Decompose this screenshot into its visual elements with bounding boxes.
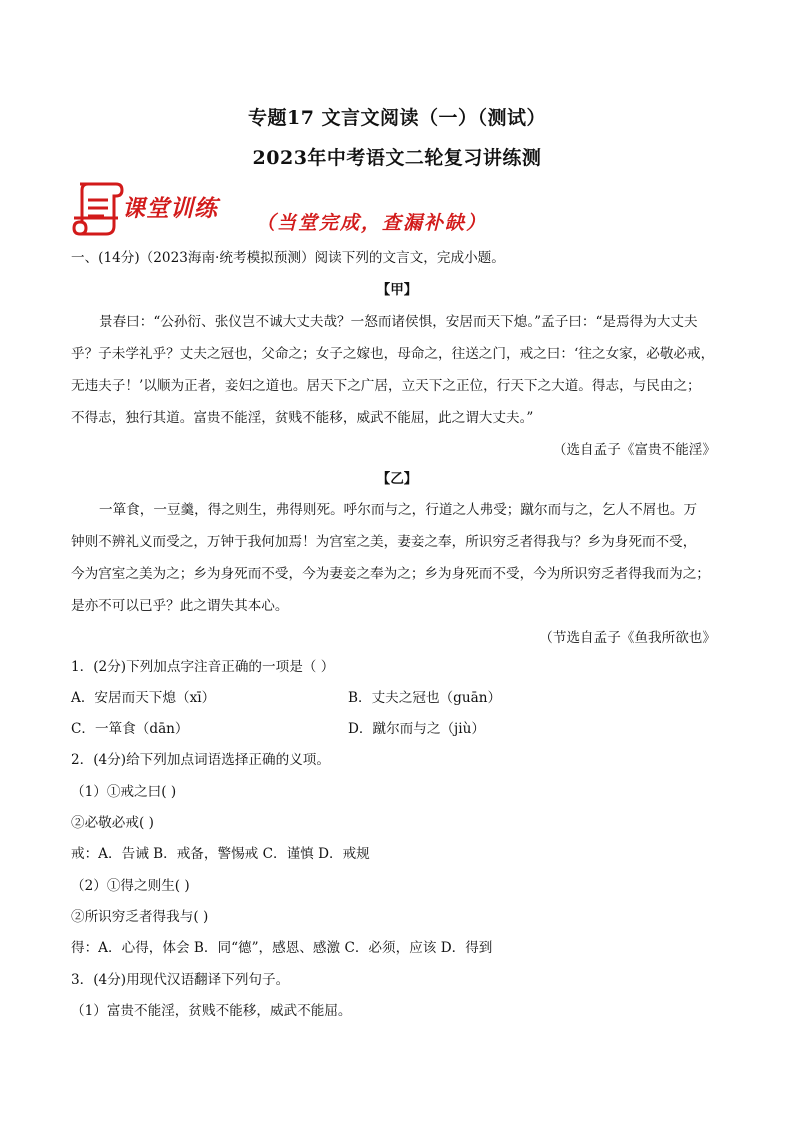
question-1-stem: 1．(2分)下列加点字注音正确的一项是（ ） <box>71 659 335 675</box>
passage-a-source: （选自孟子《富贵不能淫》 <box>552 442 716 458</box>
question-2-item: （2）①得之则生( ) <box>71 878 190 894</box>
section-banner <box>70 178 540 244</box>
passage-a-line: 景春曰：“公孙衍、张仪岂不诚大丈夫哉？一怒而诸侯惧，安居而天下熄。”孟子曰：“是焉得为大丈夫 <box>99 314 698 330</box>
question-3-item: （1）富贵不能淫，贫贱不能移，威武不能屈。 <box>71 1003 352 1019</box>
passage-b-line: 一箪食，一豆羹，得之则生，弗得则死。呼尔而与之，行道之人弗受；蹴尔而与之，乞人不屑也。万 <box>99 502 698 518</box>
passage-b-line: 今为宫室之美为之；乡为身死而不受，今为妻妾之奉为之；乡为身死而不受，今为所识穷乏者得我而为之； <box>71 566 710 582</box>
passage-b-line: 是亦不可以已乎？此之谓失其本心。 <box>71 598 289 614</box>
question-1-option-b: B．丈夫之冠也（guān） <box>348 690 502 706</box>
question-2-options: 得：A．心得，体会 B．同“德”，感恩、感激 C．必须，应该 D．得到 <box>71 940 493 956</box>
question-1-option-a: A．安居而天下熄（xī） <box>71 690 216 706</box>
passage-a-line: 乎？子未学礼乎？丈夫之冠也，父命之；女子之嫁也，母命之，往送之门，戒之曰：‘往之女家，必敬必戒， <box>71 346 715 362</box>
passage-b-line: 钟则不辨礼义而受之，万钟于我何加焉！为宫室之美，妻妾之奉，所识穷乏者得我与？乡为身死而不受， <box>71 534 697 550</box>
question-2-item: ②所识穷乏者得我与( ) <box>71 909 209 925</box>
question-2-stem: 2．(4分)给下列加点词语选择正确的义项。 <box>71 752 330 768</box>
question-3-stem: 3．(4分)用现代汉语翻译下列句子。 <box>71 972 290 988</box>
question-1-option-c: C．一箪食（dān） <box>71 721 189 737</box>
banner-label: 课堂训练 <box>122 196 218 222</box>
question-1-option-d: D．蹴尔而与之（jiù） <box>348 721 485 737</box>
document-title: 专题17 文言文阅读（一）（测试） <box>247 107 547 129</box>
passage-a-line: 无违夫子！’以顺为正者，妾妇之道也。居天下之广居，立天下之正位，行天下之大道。得志，与民由之； <box>71 378 701 394</box>
passage-b-label: 【乙】 <box>376 471 418 487</box>
question-2-options: 戒：A．告诫 B．戒备，警惕戒 C．谨慎 D．戒规 <box>71 846 370 862</box>
document-subtitle: 2023年中考语文二轮复习讲练测 <box>252 147 542 169</box>
question-2-item: （1）①戒之曰( ) <box>71 784 177 800</box>
question-intro: 一、(14分)（2023海南·统考模拟预测）阅读下列的文言文，完成小题。 <box>71 250 505 266</box>
passage-b-source: （节选自孟子《鱼我所欲也》 <box>539 630 716 646</box>
passage-a-line: 不得志，独行其道。富贵不能淫，贫贱不能移，威武不能屈，此之谓大丈夫。” <box>71 410 534 426</box>
question-2-item: ②必敬必戒( ) <box>71 815 154 831</box>
passage-a-label: 【甲】 <box>376 282 418 298</box>
scroll-icon <box>70 178 126 238</box>
banner-subtitle: （当堂完成，查漏补缺） <box>256 212 488 234</box>
